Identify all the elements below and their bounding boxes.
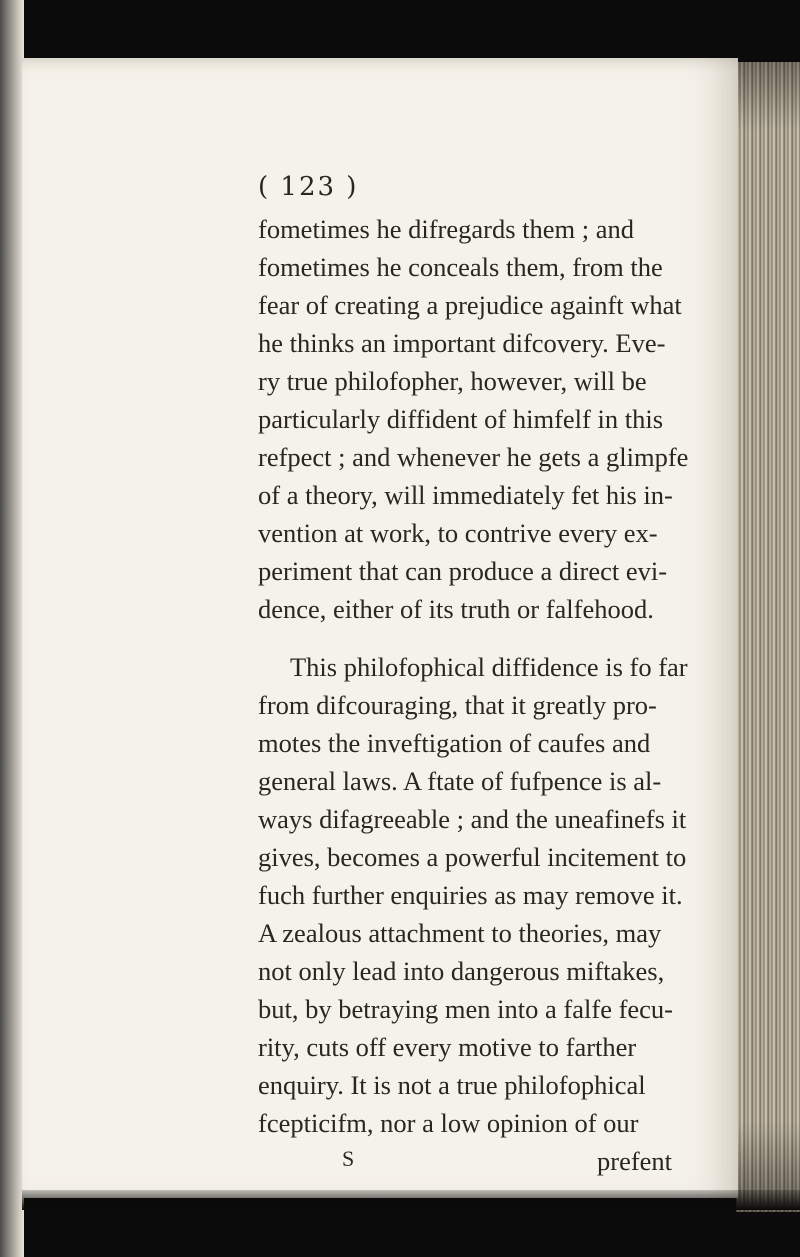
text-line: but, by betraying men into a falfe fecu- <box>258 994 674 1024</box>
text-line: dence, either of its truth or falfehood. <box>258 594 654 624</box>
text-line: fometimes he conceals them, from the <box>258 252 663 282</box>
text-line: This philofophical diffidence is fo far <box>290 652 688 682</box>
text-line: vention at work, to contrive every ex- <box>258 518 658 548</box>
page-number-header: ( 123 ) <box>258 172 359 202</box>
text-line: not only lead into dangerous miftakes, <box>258 956 665 986</box>
catchword: prefent <box>597 1146 673 1176</box>
text-line: periment that can produce a direct evi- <box>258 556 668 586</box>
text-line: motes the inveftigation of caufes and <box>258 728 651 758</box>
text-line: of a theory, will immediately fet his in- <box>258 480 673 510</box>
text-line: A zealous attachment to theories, may <box>258 918 662 948</box>
text-line: general laws. A ftate of fufpence is al- <box>258 766 662 796</box>
page-edges <box>736 62 800 1212</box>
text-line: fometimes he difregards them ; and <box>258 214 635 244</box>
text-line: from difcouraging, that it greatly pro- <box>258 690 657 720</box>
text-line: particularly diffident of himfelf in this <box>258 404 664 434</box>
text-line: refpect ; and whenever he gets a glimpfe <box>258 442 689 472</box>
text-line: he thinks an important difcovery. Eve- <box>258 328 666 358</box>
text-line: ways difagreeable ; and the uneafinefs it <box>258 804 687 834</box>
text-line: fuch further enquiries as may remove it. <box>258 880 683 910</box>
page-shadow <box>22 1190 800 1210</box>
text-line: fear of creating a prejudice againft what <box>258 290 682 320</box>
text-line: ry true philofopher, however, will be <box>258 366 647 396</box>
binding-edge <box>0 0 24 1257</box>
text-line: rity, cuts off every motive to farther <box>258 1032 637 1062</box>
signature-mark: S <box>342 1146 355 1171</box>
text-line: enquiry. It is not a true philofophical <box>258 1070 646 1100</box>
text-line: gives, becomes a powerful incitement to <box>258 842 687 872</box>
text-line: fcepticifm, nor a low opinion of our <box>258 1108 639 1138</box>
